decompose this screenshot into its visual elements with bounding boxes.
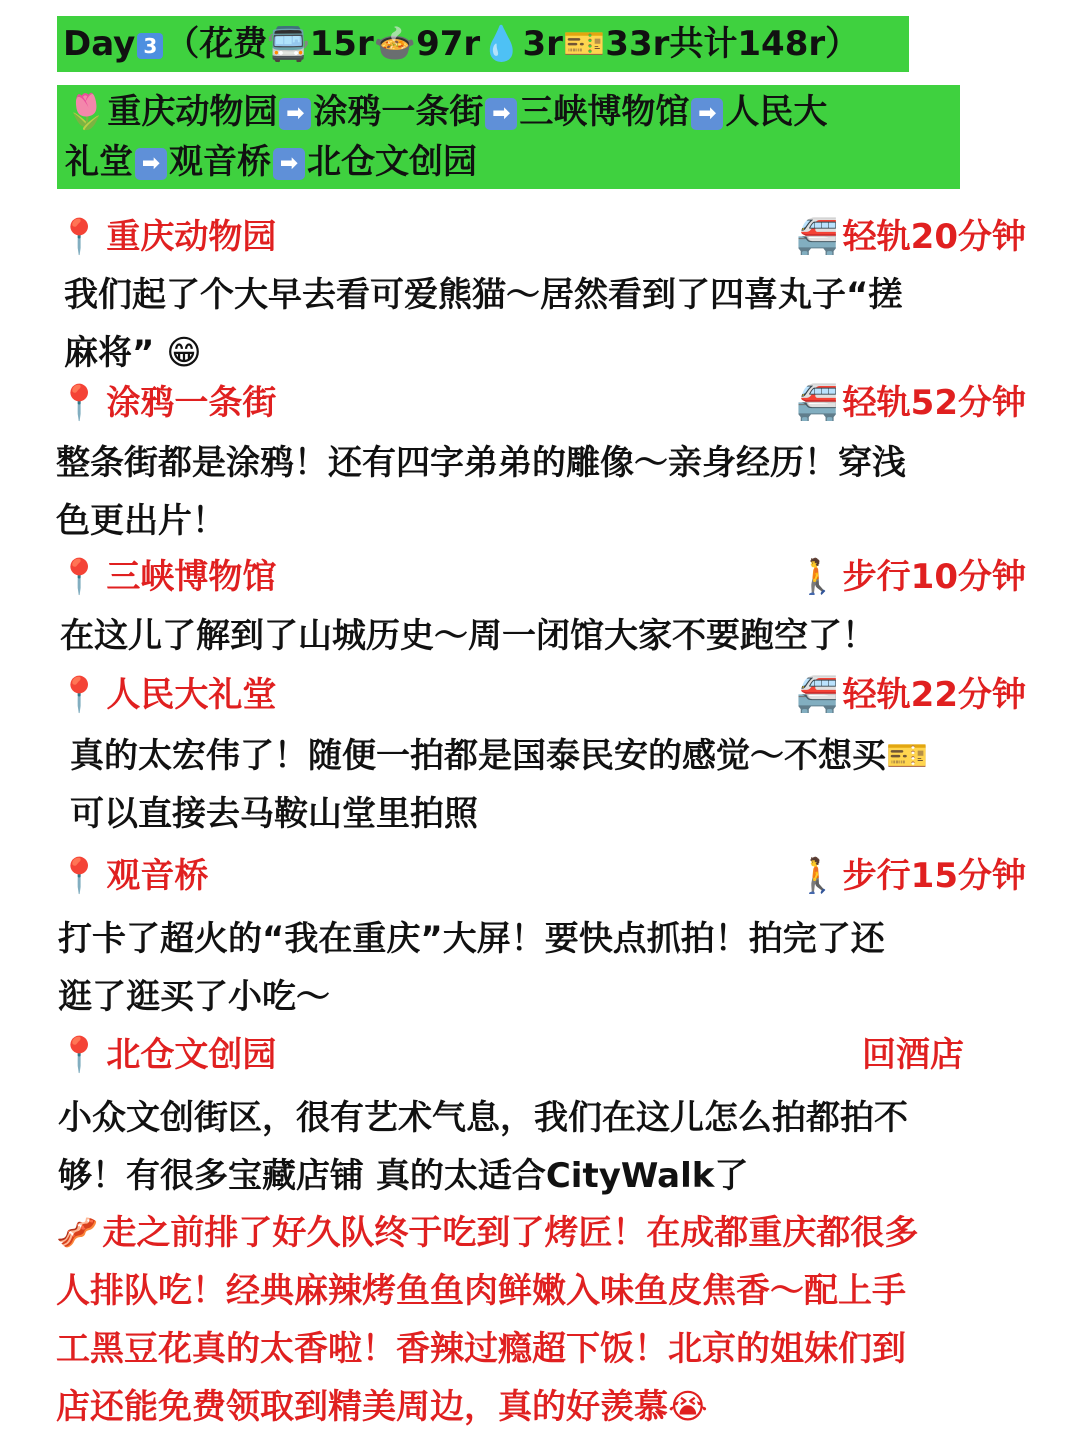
bus-icon: 🚍 [267,24,310,64]
stop-description [70,727,1050,843]
ticket-icon: 🎫 [886,736,929,776]
desc-line: 逛了逛买了小吃～ [58,977,330,1017]
title-band [57,16,909,72]
tulip-icon: 🌷 [65,92,108,132]
walking-person-icon: 🚶 [796,856,839,896]
right-arrow-icon: ➡ [691,98,723,130]
walking-person-icon: 🚶 [796,557,839,597]
transit-time: 步行15分钟 [842,856,1026,896]
pin-icon: 📍 [58,1035,101,1075]
transit-time: 轻轨22分钟 [842,675,1026,715]
stop-description [60,607,1050,665]
food-cost: 97r [416,24,481,64]
ticket-cost: 33r共计148r） [605,24,860,64]
pin-icon: 📍 [58,217,101,257]
stop-description [64,266,1044,382]
transit-time: 步行10分钟 [842,557,1026,597]
desc-line: 小众文创街区，很有艺术气息，我们在这儿怎么拍都拍不 [58,1098,908,1138]
cost-open: （花费 [165,24,268,64]
route-stop: 三峡博物馆 [519,92,690,132]
grinning-face-icon: 😁 [166,333,202,373]
stop-header [58,552,1026,602]
transit-time: 轻轨52分钟 [842,383,1026,423]
stop-header [58,1030,1026,1080]
route-stop: 人民大 [725,92,828,132]
stop-name: 重庆动物园 [106,217,277,257]
stop-description [58,1089,1048,1205]
desc-line: 可以直接去马鞍山堂里拍照 [70,794,478,834]
tip-line: 店还能免费领取到精美周边，真的好羡慕 [56,1387,668,1427]
food-tip [56,1204,1046,1436]
route-band [57,85,960,189]
noodle-bowl-icon: 🍲 [373,24,417,64]
right-arrow-icon: ➡ [279,98,311,130]
tip-line: 走之前排了好久队终于吃到了烤匠！在成都重庆都很多 [102,1213,919,1253]
desc-line: 够！有很多宝藏店铺 真的太适合CityWalk了 [58,1156,749,1196]
tip-line: 工黑豆花真的太香啦！香辣过瘾超下饭！北京的姐妹们到 [56,1329,906,1369]
tip-line: 人排队吃！经典麻辣烤鱼鱼肉鲜嫩入味鱼皮焦香～配上手 [56,1271,906,1311]
day-label: Day [63,24,136,64]
desc-line: 麻将” [64,333,155,373]
stop-description [56,434,1046,550]
pin-icon: 📍 [58,675,101,715]
desc-line: 我们起了个大早去看可爱熊猫～居然看到了四喜丸子“搓 [64,275,903,315]
desc-line: 整条街都是涂鸦！还有四字弟弟的雕像～亲身经历！穿浅 [56,443,906,483]
stop-header [58,212,1026,262]
bus-cost: 15r [309,24,374,64]
desc-line: 真的太宏伟了！随便一拍都是国泰民安的感觉～不想买 [70,736,886,776]
right-arrow-icon: ➡ [485,98,517,130]
stop-name: 北仓文创园 [106,1035,277,1075]
crying-face-icon: 😭 [668,1387,708,1427]
route-stop: 涂鸦一条街 [313,92,484,132]
tram-icon: 🚝 [796,217,839,257]
ticket-icon: 🎫 [562,24,606,64]
tram-icon: 🚝 [796,675,839,715]
desc-line: 在这儿了解到了山城历史～周一闭馆大家不要跑空了！ [60,616,876,656]
transit-time: 轻轨20分钟 [842,217,1026,257]
water-drop-icon: 💧 [480,24,523,64]
transit-note: 回酒店 [862,1035,964,1075]
stop-name: 三峡博物馆 [106,557,277,597]
water-cost: 3r [522,24,563,64]
bacon-icon: 🥓 [56,1213,99,1253]
stop-name: 涂鸦一条街 [106,383,277,423]
keycap-number-icon: 3 [137,33,163,59]
route-stop: 观音桥 [169,142,271,182]
pin-icon: 📍 [58,557,101,597]
stop-header [58,378,1026,428]
stop-name: 观音桥 [106,856,209,896]
stop-header [58,670,1026,720]
desc-line: 色更出片！ [56,501,226,541]
route-stop: 重庆动物园 [107,92,278,132]
right-arrow-icon: ➡ [135,148,167,180]
stop-description [58,910,1048,1026]
stop-name: 人民大礼堂 [106,675,277,715]
pin-icon: 📍 [58,383,101,423]
right-arrow-icon: ➡ [273,148,305,180]
stop-header [58,851,1026,901]
pin-icon: 📍 [58,856,101,896]
tram-icon: 🚝 [796,383,839,423]
route-stop: 礼堂 [65,142,133,182]
desc-line: 打卡了超火的“我在重庆”大屏！要快点抓拍！拍完了还 [58,919,885,959]
route-stop: 北仓文创园 [307,142,477,182]
